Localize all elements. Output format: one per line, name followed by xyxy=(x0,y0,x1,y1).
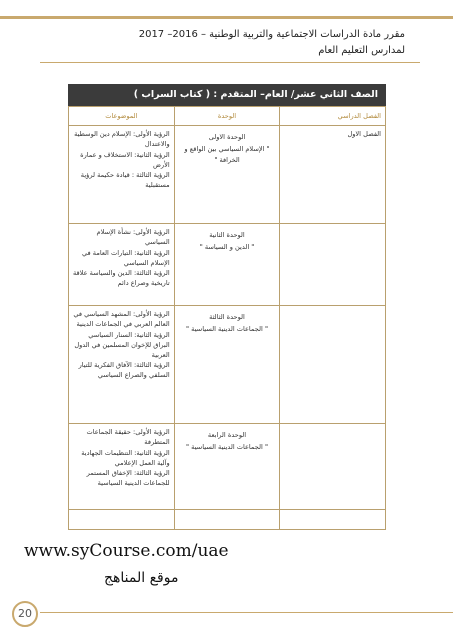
table-row-empty xyxy=(69,510,386,530)
header-divider xyxy=(40,62,420,63)
semester-cell xyxy=(280,224,386,306)
unit-cell xyxy=(174,126,280,224)
topic-item: الرؤية الأولى: حقيقة الجماعات المتطرفة xyxy=(86,428,170,447)
unit-name: " الدين و السياسة " xyxy=(199,243,255,252)
table-row xyxy=(69,126,386,224)
topic-item: الرؤية الأولى: المشهد السياسي في العالم العربي في الجماعات الدينية xyxy=(73,310,170,329)
topic-item: الرؤية الثانية: السنار السياسي البراق للإخوان المسلمين في الدول العربية xyxy=(74,330,170,360)
header-unit: الوحدة xyxy=(174,107,280,126)
topic-item: الرؤية الثالثة: الآفاق الفكرية للتيار السلفي والصراع السياسي xyxy=(78,361,170,380)
topic-item: الرؤية الثانية: التنظيمات الجهادية وآلية العمل الإعلامي xyxy=(81,448,170,467)
course-subtitle: لمدارس التعليم العام xyxy=(318,45,405,56)
footer-divider xyxy=(40,612,453,613)
top-decorative-rule xyxy=(0,16,453,19)
topics-cell xyxy=(69,126,175,224)
topics-cell xyxy=(69,424,175,510)
topic-item: الرؤية الثانية: الاستخلاف و عمارة الأرض xyxy=(80,150,170,169)
topic-item: الرؤية الأولى: الإسلام دين الوسطية والاعتدال xyxy=(74,130,170,149)
semester-cell xyxy=(280,306,386,424)
topic-item: الرؤية الثالثة: الدين والسياسة علاقة تاريخية وصراع دائم xyxy=(72,269,170,288)
semester-cell xyxy=(280,424,386,510)
unit-cell xyxy=(174,306,280,424)
semester-cell: الفصل الاول xyxy=(280,126,386,224)
course-title: مقرر مادة الدراسات الاجتماعية والتربية الوطنية – 2016– 2017 xyxy=(138,29,405,40)
table-row xyxy=(69,424,386,510)
topics-cell xyxy=(69,306,175,424)
header-topics: الموضوعات xyxy=(69,107,175,126)
unit-cell xyxy=(174,224,280,306)
table-title: الصف الثاني عشر/ العام– المتقدم : ( كتاب السراب ) xyxy=(68,84,386,106)
unit-name: " الجماعات الدينية السياسية " xyxy=(186,325,268,334)
curriculum-table xyxy=(68,106,386,530)
curriculum-table-container xyxy=(68,84,386,530)
table-row xyxy=(69,306,386,424)
topic-item: الرؤية الثانية: التيارات العامة في الإسلام السياسي xyxy=(82,248,170,267)
empty-cell xyxy=(280,510,386,530)
page-number-badge: 20 xyxy=(12,601,38,627)
unit-title: الوحدة الثانية xyxy=(209,231,245,240)
topic-item: الرؤية الثالثة: الإخفاق المستمر للجماعات الدينية السياسية xyxy=(86,469,170,488)
table-row xyxy=(69,224,386,306)
unit-name: " الجماعات الدينية السياسية " xyxy=(186,443,268,452)
empty-cell xyxy=(174,510,280,530)
website-name: موقع المناهج xyxy=(104,570,179,586)
unit-title: الوحدة الاولى xyxy=(208,133,246,142)
website-url-link[interactable]: www.syCourse.com/uae xyxy=(24,541,229,561)
unit-title: الوحدة الرابعة xyxy=(207,431,247,440)
unit-name: " الإسلام السياسي بين الواقع و الخرافة " xyxy=(184,145,270,164)
header-semester: الفصل الدراسي xyxy=(280,107,386,126)
topic-item: الرؤية الأولى: نشأة الإسلام السياسي xyxy=(96,228,170,247)
unit-cell xyxy=(174,424,280,510)
empty-cell xyxy=(69,510,175,530)
topics-cell xyxy=(69,224,175,306)
topic-item: الرؤية الثالثة : قيادة حكيمة لرؤية مستقبلية xyxy=(80,171,170,190)
table-header-row xyxy=(69,107,386,126)
unit-title: الوحدة الثالثة xyxy=(209,313,245,322)
